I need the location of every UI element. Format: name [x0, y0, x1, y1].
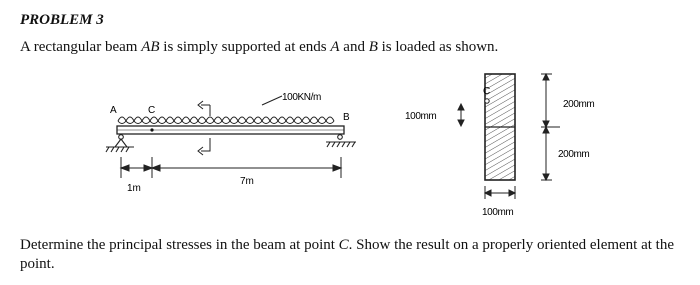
beam-label-b: B [343, 112, 350, 123]
problem-statement: A rectangular beam AB is simply supported at ends A and B is loaded as shown. [20, 39, 499, 55]
section-dim-top-200mm: 200mm [563, 99, 595, 110]
problem-title: PROBLEM 3 [20, 12, 104, 28]
roller-support-b [326, 135, 356, 147]
section-dim-bottom-100mm: 100mm [482, 207, 514, 218]
right-dimension [541, 74, 560, 180]
load-leader-line [262, 96, 282, 105]
beam-label-c: C [148, 105, 156, 116]
beam-diagram [106, 92, 356, 194]
dimension-1m: 1m [127, 183, 141, 194]
problem-question: Determine the principal stresses in the beam at point C. Show the result on a properly oriented element at the point. [20, 237, 674, 272]
section-point-c-marker [485, 99, 489, 103]
load-intensity-label: 100KN/m [282, 92, 321, 103]
left-dimension [458, 104, 464, 126]
bottom-dimension [485, 186, 515, 199]
distributed-load-coils [118, 117, 334, 124]
beam-label-a: A [110, 105, 117, 116]
section-dim-bottom-200mm: 200mm [558, 149, 590, 160]
dimension-7m: 7m [240, 176, 254, 187]
pin-support-a [106, 135, 134, 152]
beam-dimension-lines [121, 157, 341, 178]
section-label-c: C [483, 86, 491, 97]
section-dim-left-100mm: 100mm [405, 111, 437, 122]
point-c-marker [150, 128, 153, 131]
cross-section-diagram [405, 74, 594, 218]
